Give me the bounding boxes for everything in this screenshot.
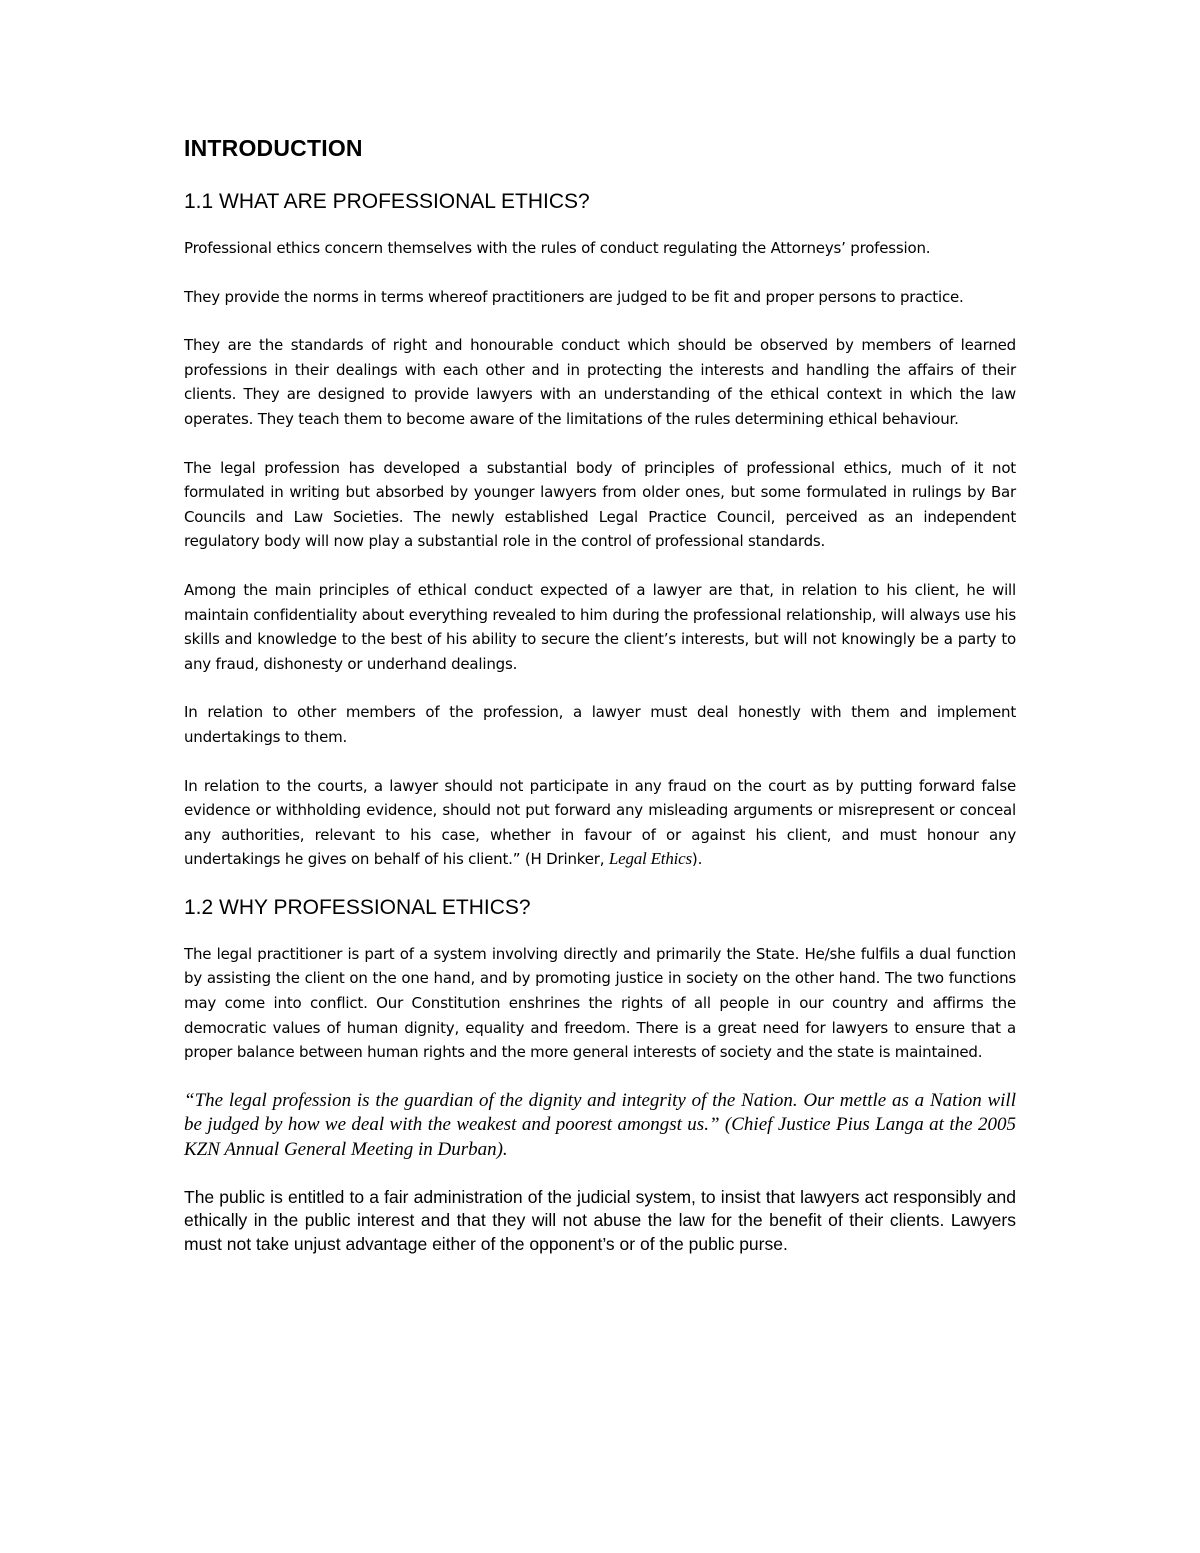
section-2-quote: “The legal profession is the guardian of the dignity and integrity of the Nation. Our mettle as a Nation will be judged by how we deal with the weakest and poorest amongst us.” (Chief Justice Pius Langa at the 2005 KZN Annual General Meeting in Durban). — [184, 1089, 1016, 1161]
section-1-paragraph-4: The legal profession has developed a substantial body of principles of professional ethics, much of it not formulated in writing but absorbed by younger lawyers from older ones, but some formulated in rulings by Bar Councils and Law Societies. The newly established Legal Practice Council, perceived as an independent regulatory body will now play a substantial role in the control of professional standards. — [184, 458, 1016, 551]
document-page — [184, 128, 1016, 1256]
citation-closing: ). — [691, 850, 703, 869]
citation-title: Legal Ethics — [608, 849, 692, 869]
section-1-paragraph-7 — [184, 774, 1016, 872]
section-1-heading: 1.1 WHAT ARE PROFESSIONAL ETHICS? — [184, 190, 590, 213]
section-1-paragraph-5: Among the main principles of ethical conduct expected of a lawyer are that, in relation to his client, he will maintain confidentiality about everything revealed to him during the professional relationship, will always use his skills and knowledge to the best of his ability to secure the client’s interests, but will not knowingly be a party to any fraud, dishonesty or underhand dealings. — [184, 580, 1016, 673]
section-1-paragraph-6: In relation to other members of the profession, a lawyer must deal honestly with them and implement undertakings to them. — [184, 703, 1016, 746]
document-title: INTRODUCTION — [184, 135, 363, 161]
section-1-paragraph-2: They provide the norms in terms whereof practitioners are judged to be fit and proper persons to practice. — [184, 287, 964, 306]
courts-paragraph-text: In relation to the courts, a lawyer should not participate in any fraud on the court as by putting forward false evidence or withholding evidence, should not put forward any misleading arguments or misrepresent or conceal any authorities, relevant to his case, whether in favour of or against his client, and must honour any undertakings he gives on behalf of his client.” (H Drinker, — [184, 776, 1016, 869]
section-1-paragraph-3: They are the standards of right and honourable conduct which should be observed by members of learned professions in their dealings with each other and in protecting the interests and handling the affairs of their clients. They are designed to provide lawyers with an understanding of the ethical context in which the law operates. They teach them to become aware of the limitations of the rules determining ethical behaviour. — [184, 336, 1016, 428]
section-2-heading: 1.2 WHY PROFESSIONAL ETHICS? — [184, 895, 531, 919]
section-2-paragraph: The legal practitioner is part of a system involving directly and primarily the State. He/she fulfils a dual function by assisting the client on the one hand, and by promoting justice in society on the other hand. The two functions may come into conflict. Our Constitution enshrines the rights of all people in our country and affirms the democratic values of human dignity, equality and freedom. There is a great need for lawyers to ensure that a proper balance between human rights and the more general interests of society and the state is maintained. — [184, 944, 1016, 1062]
section-1-paragraph-1: Professional ethics concern themselves with the rules of conduct regulating the Attorneys’ profession. — [184, 239, 931, 257]
section-2-closing-paragraph: The public is entitled to a fair administration of the judicial system, to insist that lawyers act responsibly and ethically in the public interest and that they will not abuse the law for the benefit of their clients. Lawyers must not take unjust advantage either of the opponent’s or of the public purse. — [184, 1186, 1016, 1254]
